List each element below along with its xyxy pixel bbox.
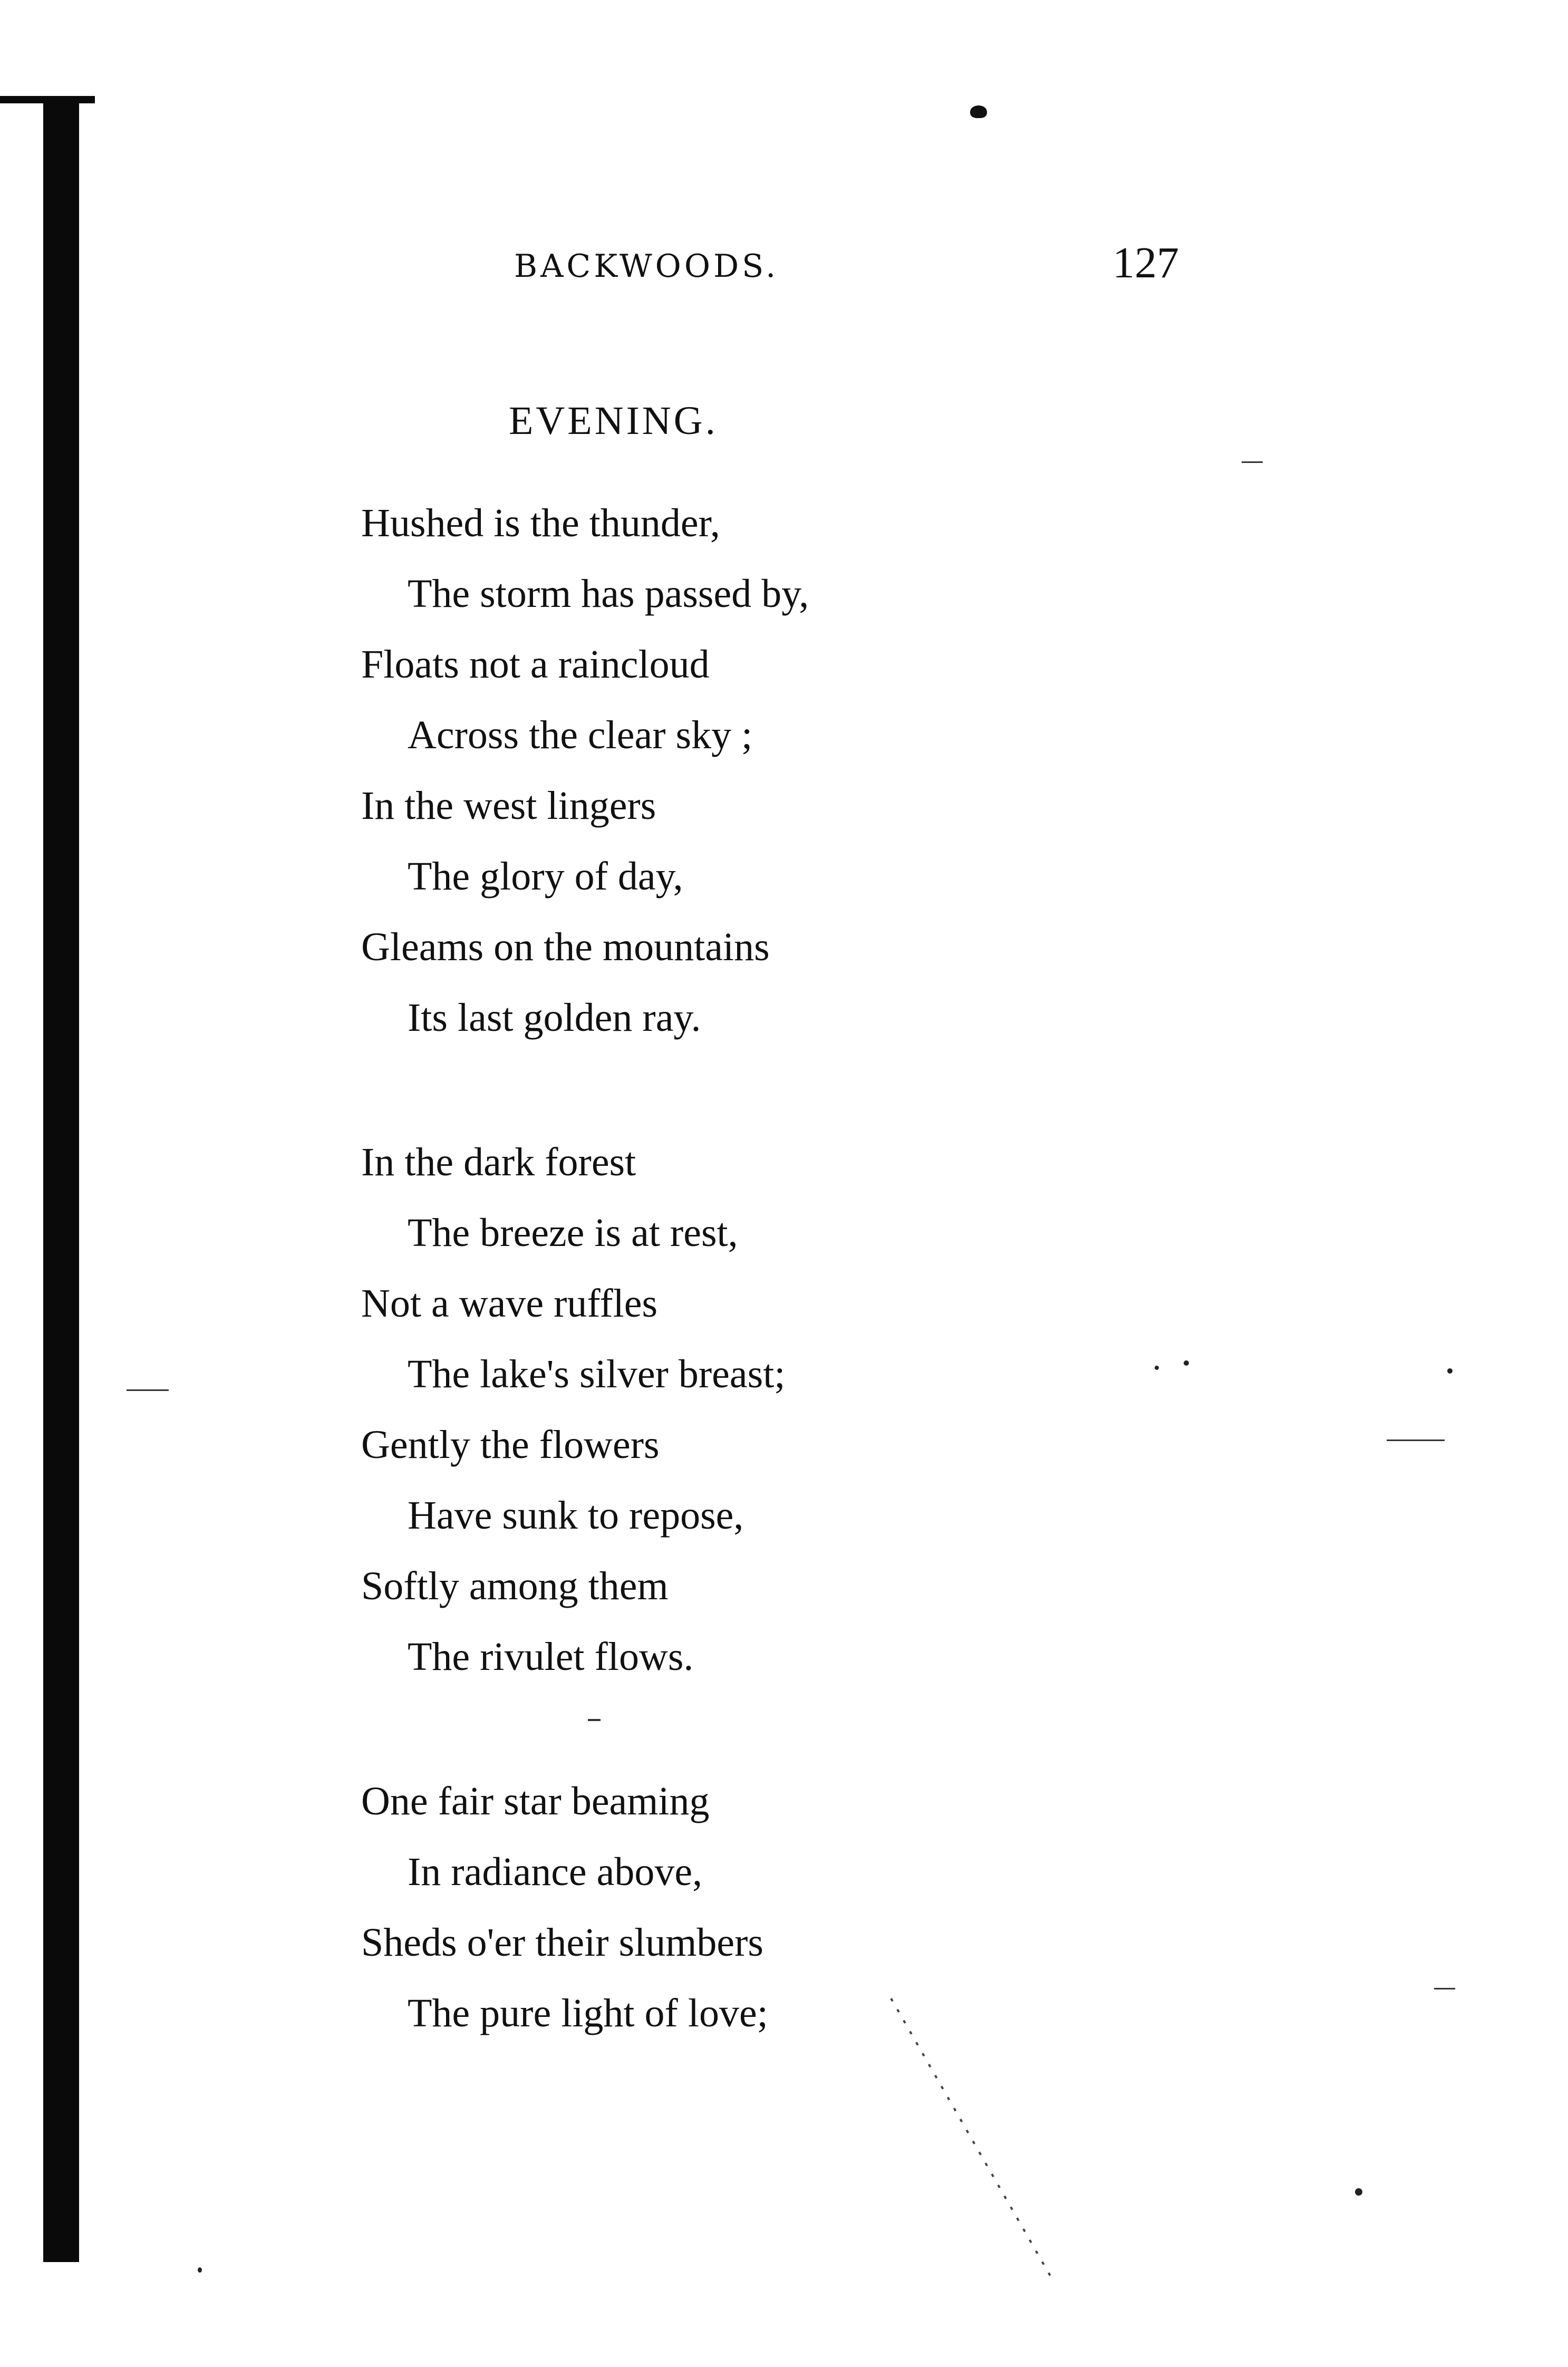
scan-speck — [1155, 1366, 1159, 1370]
stanza-gap — [361, 1053, 1152, 1127]
ink-blot-ornament — [970, 105, 987, 118]
poem-line: Sheds o'er their slumbers — [361, 1920, 764, 1965]
stanza — [361, 488, 1152, 1053]
stanza — [361, 1127, 1152, 1692]
scan-artifact-trail — [886, 1993, 1070, 2288]
scan-dash — [1242, 461, 1263, 463]
scan-dash — [127, 1389, 169, 1391]
scan-speck — [1447, 1368, 1453, 1374]
poem-body — [361, 488, 1152, 2049]
binding-bar — [43, 100, 79, 2262]
poem-line: Floats not a raincloud — [361, 642, 710, 687]
scan-speck — [1184, 1360, 1189, 1366]
poem-line: The breeze is at rest, — [408, 1211, 738, 1255]
poem-line: In the dark forest — [361, 1140, 636, 1184]
poem-line: Have sunk to repose, — [408, 1493, 744, 1538]
poem-line: Gently the flowers — [361, 1423, 660, 1467]
poem-line: Not a wave ruffles — [361, 1281, 658, 1326]
poem-line: The storm has passed by, — [408, 572, 809, 616]
poem-line: Softly among them — [361, 1564, 669, 1608]
poem-line: The pure light of love; — [408, 1991, 768, 2035]
scan-dash — [1387, 1439, 1445, 1441]
poem-line: In the west lingers — [361, 784, 656, 828]
poem-line: The glory of day, — [408, 854, 683, 899]
poem-line: Its last golden ray. — [408, 996, 701, 1040]
poem-line: Gleams on the mountains — [361, 925, 770, 969]
poem-line: In radiance above, — [408, 1850, 703, 1894]
stanza-gap — [361, 1692, 1152, 1766]
poem-line: Across the clear sky ; — [408, 713, 753, 757]
running-head: BACKWOODS. — [514, 248, 779, 285]
scan-speck — [198, 2267, 202, 2273]
scan-dash — [1434, 1988, 1455, 1989]
scan-speck — [1355, 2188, 1362, 2196]
page-number: 127 — [1112, 238, 1179, 287]
poem-line: One fair star beaming — [361, 1779, 710, 1823]
poem-line: Hushed is the thunder, — [361, 501, 720, 545]
poem-title: EVENING. — [509, 399, 718, 443]
poem-line: The lake's silver breast; — [408, 1352, 786, 1396]
poem-line: The rivulet flows. — [408, 1635, 694, 1679]
scan-dash — [588, 1719, 601, 1721]
